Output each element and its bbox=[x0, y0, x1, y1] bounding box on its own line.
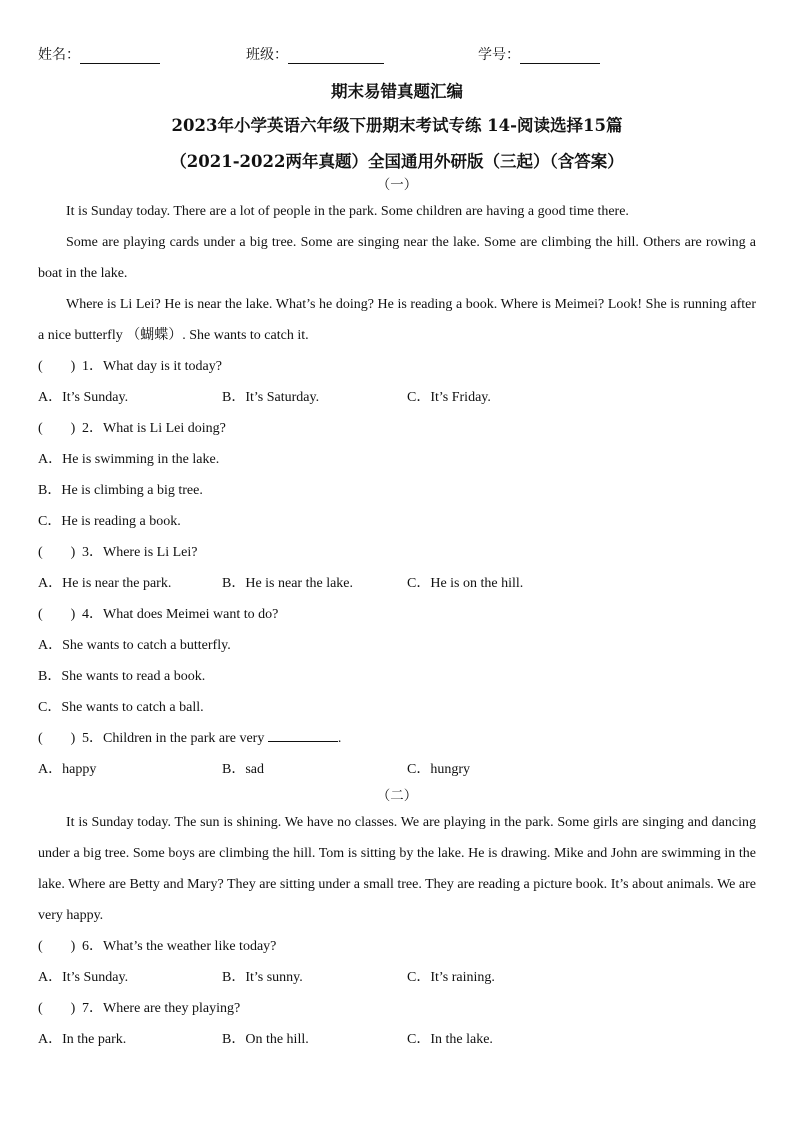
question-5-options bbox=[38, 754, 756, 785]
option-b: B．She wants to read a book. bbox=[38, 669, 206, 684]
title-line-1: 期末易错真题汇编 bbox=[331, 82, 463, 101]
answer-bracket[interactable]: ( ) bbox=[38, 421, 76, 436]
question-text: 2．What is Li Lei doing? bbox=[82, 421, 226, 436]
fill-in-blank[interactable] bbox=[268, 727, 338, 742]
id-label: 学号： bbox=[478, 47, 520, 63]
option-c: C．In the lake. bbox=[407, 1032, 493, 1047]
student-id-field bbox=[478, 44, 600, 64]
option-b: B．It’s sunny. bbox=[222, 970, 303, 985]
passage-1-paragraph-3: Where is Li Lei? He is near the lake. What’s he doing? He is reading a book. Where is Meimei? Look! She is running after a nice butterfly （蝴蝶）. She wants to catch it. bbox=[38, 297, 756, 343]
option-b: B．He is near the lake. bbox=[222, 576, 354, 591]
question-end: . bbox=[337, 731, 342, 746]
name-field bbox=[38, 44, 160, 64]
class-label: 班级： bbox=[246, 47, 288, 63]
question-7 bbox=[38, 993, 756, 1024]
option-a: A．In the park. bbox=[38, 1032, 127, 1047]
option-a: A．It’s Sunday. bbox=[38, 390, 129, 405]
option-c: C．It’s raining. bbox=[407, 970, 495, 985]
option-a: A．He is near the park. bbox=[38, 576, 172, 591]
option-b: B．On the hill. bbox=[222, 1032, 309, 1047]
question-text: 1．What day is it today? bbox=[82, 359, 222, 374]
option-c: C．It’s Friday. bbox=[407, 390, 491, 405]
question-3-options bbox=[38, 568, 756, 599]
section-2-marker: （二） bbox=[376, 788, 418, 804]
student-info-header bbox=[38, 40, 756, 68]
question-6 bbox=[38, 931, 756, 962]
option-b: B．sad bbox=[222, 762, 264, 777]
title-line-2: 2023年小学英语六年级下册期末考试专练 14-阅读选择15篇 bbox=[171, 116, 623, 135]
passage-1-paragraph-2: Some are playing cards under a big tree. Some are singing near the lake. Some are climbing the hill. Others are rowing a boat in the lake. bbox=[38, 235, 756, 281]
option-a: A．It’s Sunday. bbox=[38, 970, 129, 985]
option-c: C．hungry bbox=[407, 762, 470, 777]
option-c: C．She wants to catch a ball. bbox=[38, 700, 204, 715]
question-1 bbox=[38, 351, 756, 382]
class-blank[interactable] bbox=[288, 49, 384, 64]
answer-bracket[interactable]: ( ) bbox=[38, 545, 76, 560]
answer-bracket[interactable]: ( ) bbox=[38, 731, 76, 746]
option-a: A．She wants to catch a butterfly. bbox=[38, 638, 231, 653]
question-7-options bbox=[38, 1024, 756, 1055]
answer-bracket[interactable]: ( ) bbox=[38, 939, 76, 954]
answer-bracket[interactable]: ( ) bbox=[38, 359, 76, 374]
option-c: C．He is reading a book. bbox=[38, 514, 181, 529]
question-text: 6．What’s the weather like today? bbox=[82, 939, 277, 954]
passage-1-paragraph-1: It is Sunday today. There are a lot of people in the park. Some children are having a good time there. bbox=[66, 204, 629, 219]
question-4 bbox=[38, 599, 756, 630]
option-b: B．He is climbing a big tree. bbox=[38, 483, 203, 498]
passage-2-paragraph: It is Sunday today. The sun is shining. We have no classes. We are playing in the park. Some girls are singing and dancing under a big tree. Some boys are climbing the hill. Tom is sitting by the lake. He is drawing. Mike and John are swimming in the lake. Where are Betty and Mary? They are sitting under a small tree. They are reading a picture book. It’s about animals. We are very happy. bbox=[38, 815, 756, 923]
option-a: A．happy bbox=[38, 762, 97, 777]
title-line-3: （2021-2022两年真题）全国通用外研版（三起）（含答案） bbox=[170, 152, 624, 171]
question-2 bbox=[38, 413, 756, 444]
question-6-options bbox=[38, 962, 756, 993]
question-text: 5．Children in the park are very bbox=[82, 731, 265, 746]
question-1-options bbox=[38, 382, 756, 413]
answer-bracket[interactable]: ( ) bbox=[38, 607, 76, 622]
question-5 bbox=[38, 723, 756, 754]
section-1-marker: （一） bbox=[376, 177, 418, 193]
name-label: 姓名： bbox=[38, 47, 80, 63]
option-c: C．He is on the hill. bbox=[407, 576, 524, 591]
question-3 bbox=[38, 537, 756, 568]
question-text: 3．Where is Li Lei? bbox=[82, 545, 198, 560]
class-field bbox=[246, 44, 384, 64]
document-page bbox=[38, 40, 756, 1055]
name-blank[interactable] bbox=[80, 49, 160, 64]
option-a: A．He is swimming in the lake. bbox=[38, 452, 220, 467]
question-text: 4．What does Meimei want to do? bbox=[82, 607, 279, 622]
answer-bracket[interactable]: ( ) bbox=[38, 1001, 76, 1016]
id-blank[interactable] bbox=[520, 49, 600, 64]
option-b: B．It’s Saturday. bbox=[222, 390, 320, 405]
question-text: 7．Where are they playing? bbox=[82, 1001, 241, 1016]
